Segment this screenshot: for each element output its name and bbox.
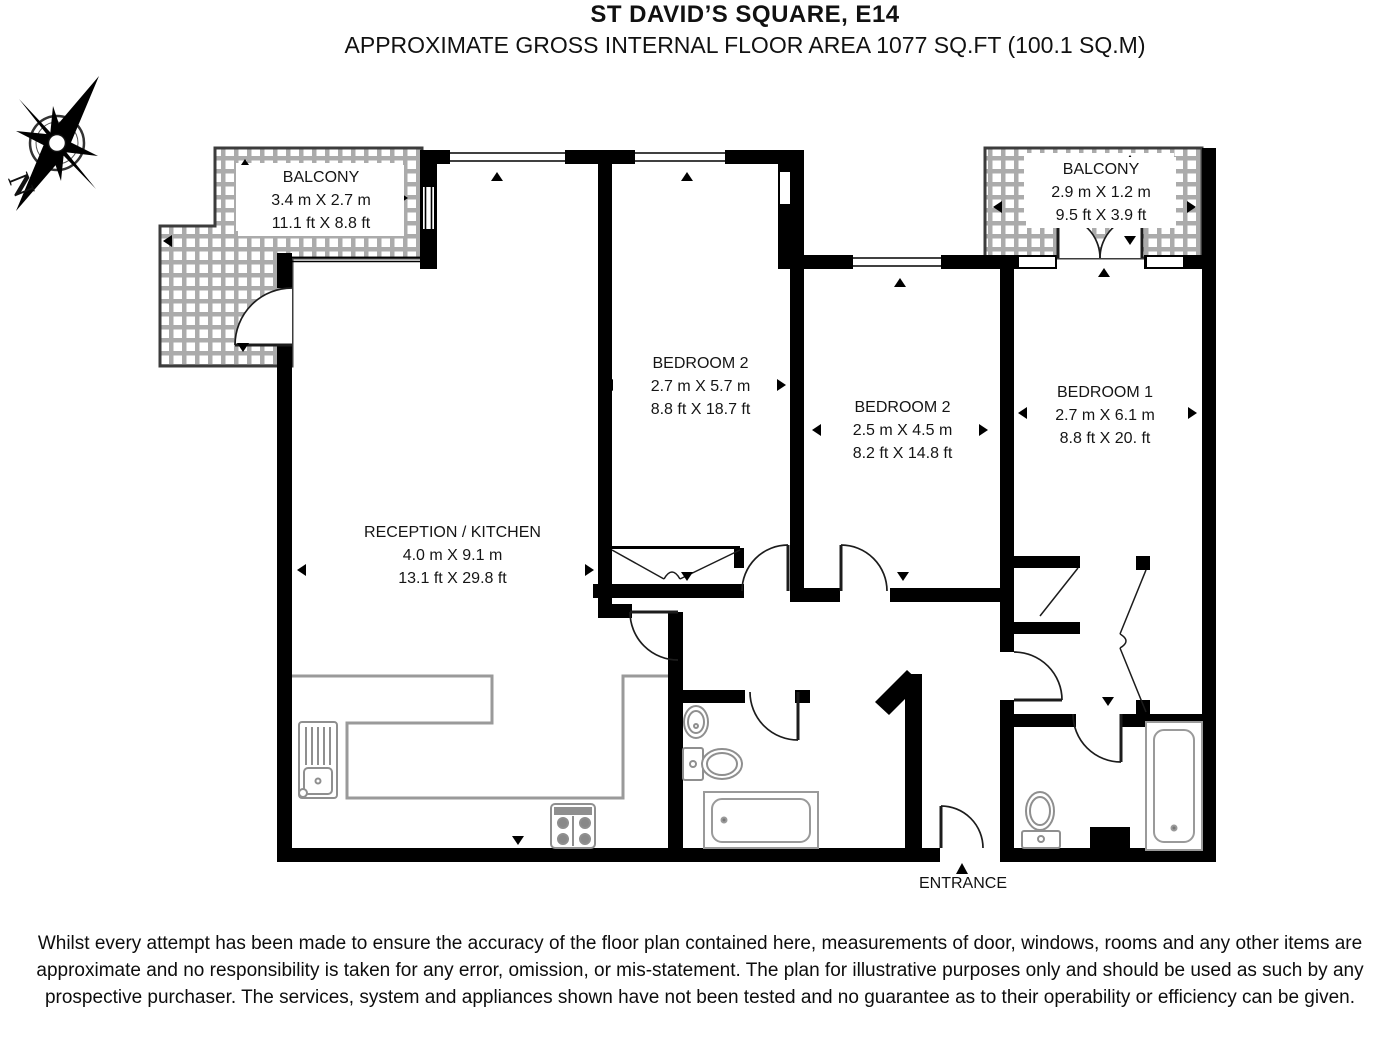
kitchen-stove (551, 804, 595, 848)
disclaimer-text: Whilst every attempt has been made to ensure the accuracy of the floor plan contained here, measurements of door, windows, rooms and any other items are approximate and no responsibility is taken for any error, omission, or mis-statement. The plan for illustrative purposes only and should be used as such by any prospective purchaser. The services, system and appliances shown have not been tested and no guarantee as to their operability or efficiency can be given. (36, 933, 1364, 1008)
room-dims-imperial: 8.2 ft X 14.8 ft (852, 445, 953, 462)
page-title: ST DAVID’S SQUARE, E14 (590, 1, 900, 28)
bathroom-basin (684, 706, 708, 738)
room-name: BEDROOM 2 (854, 399, 951, 416)
room-name: BEDROOM 1 (1056, 384, 1153, 401)
toilet-ensuite (1022, 792, 1060, 848)
room-label-balcony-right (1026, 157, 1176, 228)
room-name: BALCONY (282, 169, 360, 186)
kitchen-counter (292, 676, 668, 798)
room-dims-imperial: 8.8 ft X 20. ft (1059, 430, 1151, 447)
room-name: BEDROOM 2 (652, 355, 749, 372)
room-name: BALCONY (1062, 161, 1140, 178)
compass-north-label: N (1, 167, 43, 202)
room-dims-imperial: 11.1 ft X 8.8 ft (271, 215, 371, 232)
room-dims-metric: 2.7 m X 5.7 m (650, 378, 751, 395)
room-label-reception-kitchen (350, 521, 555, 590)
room-label-bedroom-2-mid (810, 396, 995, 465)
room-dims-metric: 2.9 m X 1.2 m (1051, 184, 1151, 201)
room-label-bedroom-2-left (608, 352, 793, 421)
entrance-label: ENTRANCE (918, 875, 1007, 892)
room-dims-metric: 2.7 m X 6.1 m (1055, 407, 1155, 424)
room-dims-metric: 2.5 m X 4.5 m (852, 422, 953, 439)
room-dims-imperial: 8.8 ft X 18.7 ft (650, 401, 751, 418)
room-name: RECEPTION / KITCHEN (364, 524, 541, 541)
room-dims-metric: 4.0 m X 9.1 m (402, 547, 503, 564)
room-dims-metric: 3.4 m X 2.7 m (271, 192, 371, 209)
page-subtitle: APPROXIMATE GROSS INTERNAL FLOOR AREA 1077 SQ.FT (100.1 SQ.M) (344, 32, 1146, 58)
room-label-bedroom-1 (1012, 381, 1198, 450)
room-dims-imperial: 13.1 ft X 29.8 ft (398, 570, 507, 587)
toilet-bathroom (683, 748, 742, 780)
room-dims-imperial: 9.5 ft X 3.9 ft (1055, 207, 1147, 224)
bathtub-vertical (1146, 722, 1202, 850)
bathtub-horizontal (704, 792, 818, 848)
kitchen-sink (299, 722, 337, 798)
room-label-balcony-left (238, 165, 404, 236)
